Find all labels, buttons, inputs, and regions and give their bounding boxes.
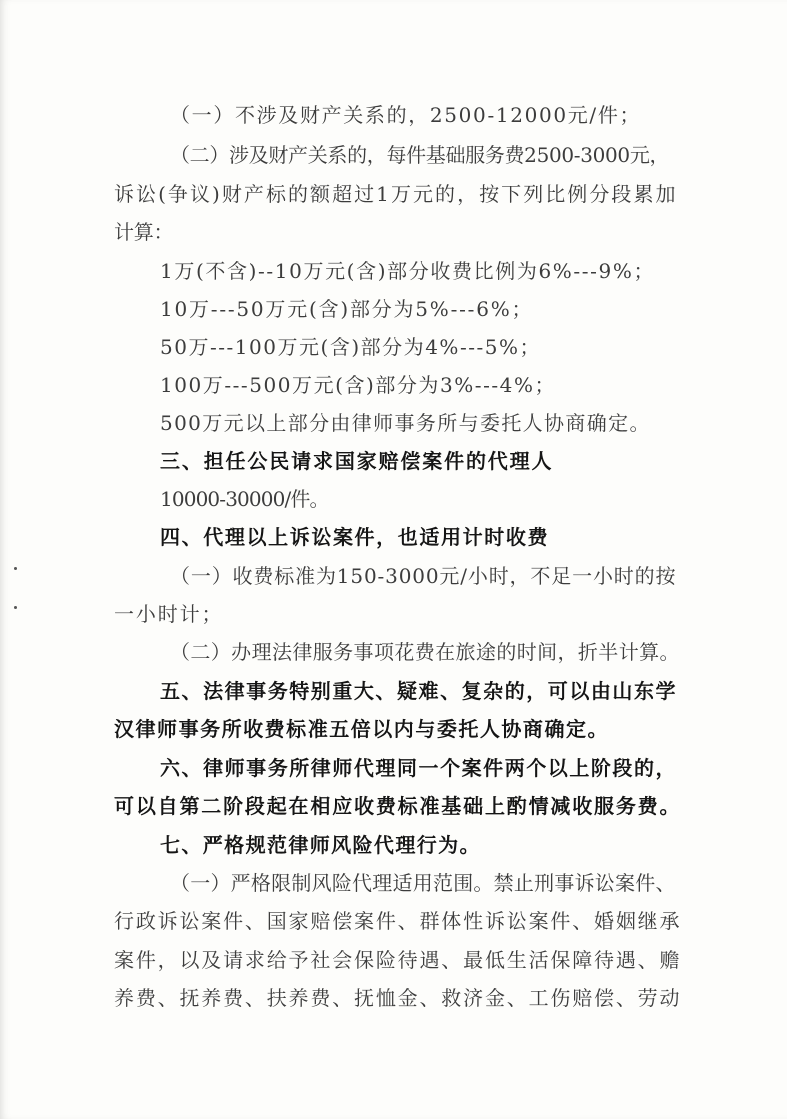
text-line-11: 10000-30000/件。 — [160, 487, 329, 511]
binding-mark-upper — [14, 567, 17, 570]
binding-mark-lower — [14, 606, 17, 609]
section-heading-5-cont: 汉律师事务所收费标准五倍以内与委托人协商确定。 — [114, 717, 610, 741]
section-heading-6-cont: 可以自第二阶段起在相应收费标准基础上酌情减收服务费。 — [114, 794, 682, 818]
text-line-2: （二）涉及财产关系的，每件基础服务费2500-3000元， — [170, 143, 670, 167]
section-heading-5: 五、法律事务特别重大、疑难、复杂的，可以由山东学 — [160, 679, 678, 703]
text-line-8: 100万---500万元(含)部分为3%---4%； — [160, 373, 557, 397]
text-line-1: （一）不涉及财产关系的，2500-12000元/件； — [170, 103, 642, 127]
text-line-24: 养费、抚养费、扶养费、抚恤金、救济金、工伤赔偿、劳动 — [114, 986, 682, 1010]
text-line-9: 500万元以上部分由律师事务所与委托人协商确定。 — [160, 411, 651, 435]
section-heading-6: 六、律师事务所律师代理同一个案件两个以上阶段的， — [160, 756, 678, 780]
text-line-21: （一）严格限制风险代理适用范围。禁止刑事诉讼案件、 — [170, 871, 676, 895]
text-line-3: 诉讼(争议)财产标的额超过1万元的，按下列比例分段累加 — [114, 182, 678, 206]
text-line-6: 10万---50万元(含)部分为5%---6%； — [160, 297, 534, 321]
text-line-4: 计算： — [114, 220, 174, 244]
text-line-23: 案件，以及请求给予社会保险待遇、最低生活保障待遇、赡 — [114, 948, 682, 972]
section-heading-3: 三、担任公民请求国家赔偿案件的代理人 — [160, 449, 554, 473]
text-line-15: （二）办理法律服务事项花费在旅途的时间，折半计算。 — [170, 640, 680, 664]
text-line-22: 行政诉讼案件、国家赔偿案件、群体性诉讼案件、婚姻继承 — [114, 909, 682, 933]
text-line-7: 50万---100万元(含)部分为4%---5%； — [160, 335, 542, 359]
text-line-13: （一）收费标准为150-3000元/小时，不足一小时的按 — [170, 564, 677, 588]
text-line-5: 1万(不含)--10万元(含)部分收费比例为6%---9%； — [160, 259, 656, 283]
section-heading-4: 四、代理以上诉讼案件，也适用计时收费 — [160, 525, 550, 549]
text-line-14: 一小时计； — [114, 602, 224, 626]
section-heading-7: 七、严格规范律师风险代理行为。 — [160, 833, 481, 857]
